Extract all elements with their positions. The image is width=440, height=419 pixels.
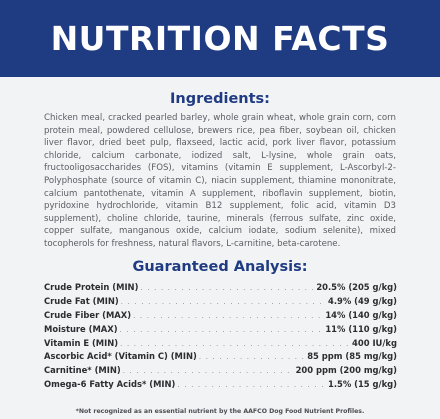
analysis-value: 400 IU/kg — [352, 337, 397, 348]
dot-leader — [133, 312, 323, 320]
analysis-row-crude-fiber — [44, 310, 397, 324]
analysis-label: Vitamin E (MIN) — [44, 337, 119, 348]
header-banner — [0, 0, 440, 77]
analysis-value: 1.5% (15 g/kg) — [328, 379, 397, 390]
analysis-row-vitamin-e — [44, 338, 397, 352]
analysis-heading: Guaranteed Analysis: — [132, 259, 308, 275]
dot-leader — [123, 367, 294, 375]
analysis-row-moisture — [44, 324, 397, 338]
footnote: *Not recognized as an essential nutrient by the AAFCO Dog Food Nutrient Profiles. — [75, 408, 365, 415]
analysis-value: 20.5% (205 g/kg) — [316, 282, 397, 292]
analysis-value: 4.9% (49 g/kg) — [328, 295, 397, 306]
analysis-value: 11% (110 g/kg) — [325, 323, 397, 334]
analysis-value: 14% (140 g/kg) — [325, 309, 397, 320]
dot-leader — [177, 381, 326, 389]
analysis-label: Crude Protein (MIN) — [44, 282, 139, 292]
analysis-label: Moisture (MAX) — [44, 323, 118, 334]
analysis-label: Ascorbic Acid* (Vitamin C) (MIN) — [44, 351, 197, 362]
analysis-label: Carnitine* (MIN) — [44, 365, 121, 376]
analysis-row-crude-protein — [44, 282, 397, 296]
dot-leader — [121, 298, 326, 306]
dot-leader — [120, 340, 350, 348]
analysis-value: 85 ppm (85 mg/kg) — [307, 351, 397, 362]
page-title: NUTRITION FACTS — [50, 19, 390, 58]
dot-leader — [140, 284, 314, 292]
dot-leader — [120, 326, 324, 334]
analysis-label: Crude Fiber (MAX) — [44, 309, 132, 320]
ingredients-heading: Ingredients: — [170, 91, 270, 107]
analysis-label: Omega-6 Fatty Acids* (MIN) — [44, 379, 176, 390]
guaranteed-analysis-table — [44, 282, 397, 393]
dot-leader — [199, 353, 305, 361]
analysis-row-crude-fat — [44, 296, 397, 310]
analysis-row-ascorbic-acid — [44, 351, 397, 365]
analysis-value: 200 ppm (200 mg/kg) — [295, 365, 397, 376]
ingredients-text: Chicken meal, cracked pearled barley, whole grain wheat, whole grain corn, corn protein meal, powdered cellulose, brewers rice, pea fiber, soybean oil, chicken liver flavor, dried beet pulp, flaxseed, lactic acid, pork liver flavor, potassium chloride, calcium carbonate, iodized salt, L-lysine, whole grain oats, fructooligosaccharides (FOS), vitamins (vitamin E supplement, L-Ascorbyl-2-Polyphosphate (source of vitamin C), niacin supplement, thiamine mononitrate, calcium pantothenate, vitamin A supplement, riboflavin supplement, biotin, pyridoxine hydrochloride, vitamin B12 supplement, folic acid, vitamin D3 supplement), choline chloride, taurine, minerals (ferrous sulfate, zinc oxide, copper sulfate, manganous oxide, calcium iodate, sodium selenite), mixed tocopherols for freshness, natural flavors, L-carnitine, beta-carotene. — [44, 113, 396, 249]
analysis-label: Crude Fat (MIN) — [44, 295, 119, 306]
analysis-row-omega-6 — [44, 379, 397, 393]
analysis-row-carnitine — [44, 365, 397, 379]
